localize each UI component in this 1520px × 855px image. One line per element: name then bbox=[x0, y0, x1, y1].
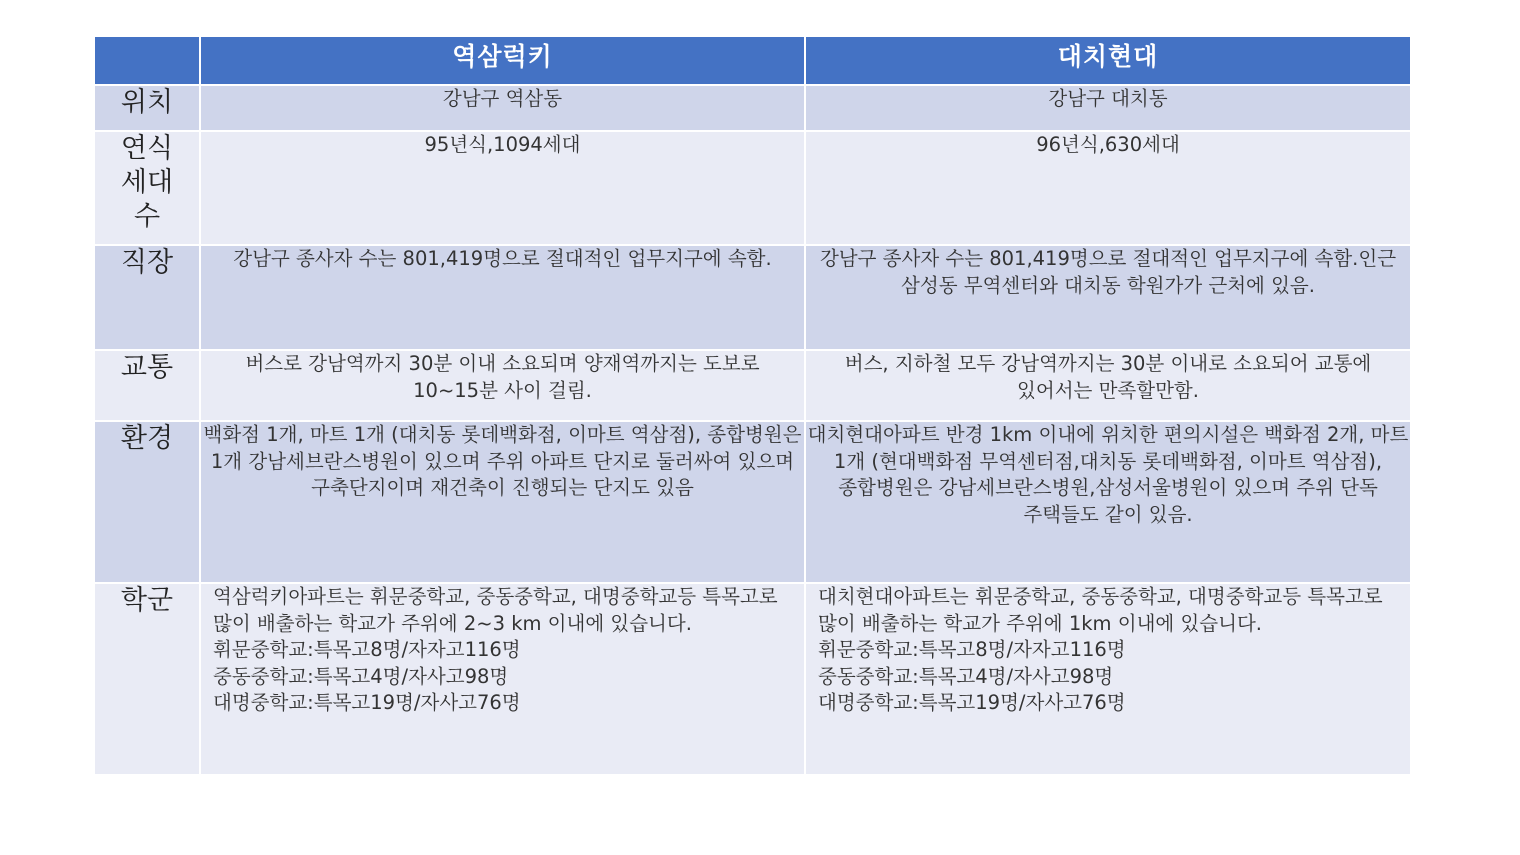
school-b-stat-3: 대명중학교:특목고19명/자사고76명 bbox=[818, 691, 1126, 714]
table-row-school-district bbox=[94, 583, 1411, 775]
row-label-text: 학군 bbox=[120, 585, 174, 616]
cell-year-a: 95년식,1094세대 bbox=[200, 131, 805, 245]
school-a-stat-2: 중동중학교:특목고4명/자사고98명 bbox=[213, 664, 509, 688]
table-row-year-households bbox=[94, 131, 1411, 245]
row-label-year-households bbox=[94, 131, 200, 245]
cell-environment-b: 대치현대아파트 반경 1km 이내에 위치한 편의시설은 백화점 2개, 마트 1개 (현대백화점 무역센터점,대치동 롯데백화점, 이마트 역삼점), 종합병원은 강남세브란스병원,삼성서울병원이 있으며 주위 단독 주택들도 같이 있음. bbox=[805, 421, 1411, 583]
row-label-transport bbox=[94, 350, 200, 421]
row-label-text: 위치 bbox=[120, 87, 174, 118]
header-corner-cell bbox=[94, 36, 200, 85]
table-header-row bbox=[94, 36, 1411, 85]
cell-school-b bbox=[805, 583, 1411, 775]
cell-workplace-a: 강남구 종사자 수는 801,419명으로 절대적인 업무지구에 속함. bbox=[200, 245, 805, 350]
cell-transport-a: 버스로 강남역까지 30분 이내 소요되며 양재역까지는 도보로 10~15분 사이 걸림. bbox=[200, 350, 805, 421]
school-a-stat-3: 대명중학교:특목고19명/자사고76명 bbox=[213, 691, 521, 714]
school-b-summary: 대치현대아파트는 휘문중학교, 중동중학교, 대명중학교등 특목고로 많이 배출하는 학교가 주위에 1km 이내에 있습니다. bbox=[818, 585, 1383, 635]
cell-location-a: 강남구 역삼동 bbox=[200, 85, 805, 131]
header-col-a: 역삼럭키 bbox=[200, 36, 805, 85]
row-label-text: 교통 bbox=[120, 352, 174, 383]
cell-year-b: 96년식,630세대 bbox=[805, 131, 1411, 245]
table-row-location bbox=[94, 85, 1411, 131]
row-label-text: 연식세대수 bbox=[120, 133, 174, 232]
comparison-table bbox=[93, 35, 1412, 776]
table-row-environment bbox=[94, 421, 1411, 583]
school-b-stat-1: 휘문중학교:특목고8명/자자고116명 bbox=[818, 638, 1126, 661]
row-label-text: 환경 bbox=[120, 423, 174, 454]
row-label-school-district bbox=[94, 583, 200, 775]
row-label-text: 직장 bbox=[120, 247, 174, 278]
header-col-b: 대치현대 bbox=[805, 36, 1411, 85]
school-a-summary: 역삼럭키아파트는 휘문중학교, 중동중학교, 대명중학교등 특목고로 많이 배출하는 학교가 주위에 2~3 km 이내에 있습니다. bbox=[213, 585, 778, 635]
cell-workplace-b: 강남구 종사자 수는 801,419명으로 절대적인 업무지구에 속함.인근 삼성동 무역센터와 대치동 학원가가 근처에 있음. bbox=[805, 245, 1411, 350]
table-row-workplace bbox=[94, 245, 1411, 350]
table-row-transport bbox=[94, 350, 1411, 421]
cell-environment-a: 백화점 1개, 마트 1개 (대치동 롯데백화점, 이마트 역삼점), 종합병원은 1개 강남세브란스병원이 있으며 주위 아파트 단지로 둘러싸여 있으며 구축단지이며 재건축이 진행되는 단지도 있음 bbox=[200, 421, 805, 583]
row-label-location bbox=[94, 85, 200, 131]
school-a-stat-1: 휘문중학교:특목고8명/자자고116명 bbox=[213, 638, 521, 661]
school-b-stat-2: 중동중학교:특목고4명/자사고98명 bbox=[818, 664, 1114, 688]
cell-school-a bbox=[200, 583, 805, 775]
row-label-environment bbox=[94, 421, 200, 583]
row-label-workplace bbox=[94, 245, 200, 350]
cell-location-b: 강남구 대치동 bbox=[805, 85, 1411, 131]
cell-transport-b: 버스, 지하철 모두 강남역까지는 30분 이내로 소요되어 교통에 있어서는 만족할만함. bbox=[805, 350, 1411, 421]
